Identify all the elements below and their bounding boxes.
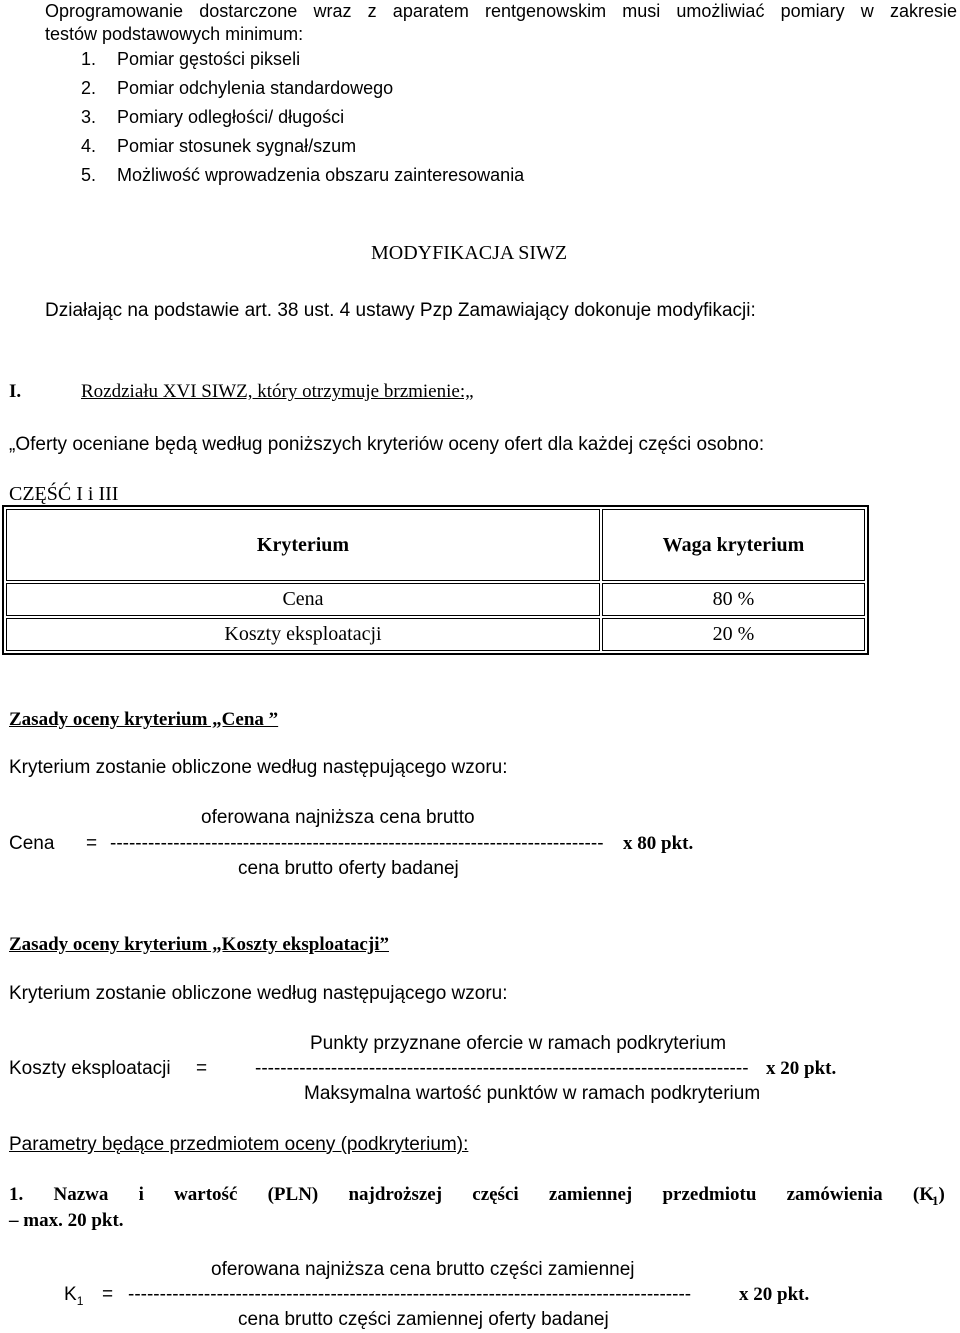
price-formula-denominator: cena brutto oferty badanej xyxy=(238,858,459,879)
criteria-table xyxy=(2,505,869,655)
list-item: Pomiar gęstości pikseli xyxy=(117,49,301,69)
parameters-title: Parametry będące przedmiotem oceny (podkryterium): xyxy=(9,1134,469,1155)
list-item-number: 1. xyxy=(81,49,97,69)
price-formula-equals: = xyxy=(86,833,98,854)
cost-rules-intro: Kryterium zostanie obliczone według następującego wzoru: xyxy=(9,983,508,1004)
table-row xyxy=(6,583,865,616)
price-rules-title: Zasady oceny kryterium „Cena ” xyxy=(9,709,279,730)
list-item: Pomiar stosunek sygnał/szum xyxy=(117,136,357,156)
parameter-item-1-subscript: 1 xyxy=(932,1192,939,1208)
price-formula-numerator: oferowana najniższa cena brutto xyxy=(201,807,475,828)
price-formula-label: Cena xyxy=(9,833,55,854)
price-rules-intro: Kryterium zostanie obliczone według następującego wzoru: xyxy=(9,757,508,778)
cost-formula-numerator: Punkty przyznane ofercie w ramach podkryterium xyxy=(310,1033,727,1054)
section-number: I. xyxy=(9,381,22,402)
intro-line-2: testów podstawowych minimum: xyxy=(45,24,304,44)
list-item-number: 5. xyxy=(81,165,97,185)
modification-heading: MODYFIKACJA SIWZ xyxy=(371,242,568,264)
list-item-number: 2. xyxy=(81,78,97,98)
intro-line-1: Oprogramowanie dostarczone wraz z aparatem rentgenowskim musi umożliwiać pomiary w zakresie xyxy=(45,1,957,21)
list-item: Pomiary odległości/ długości xyxy=(117,107,345,127)
column-header-criterion: Kryterium xyxy=(6,509,600,581)
price-formula-points: x 80 pkt. xyxy=(623,833,694,854)
k1-formula-points: x 20 pkt. xyxy=(739,1284,810,1305)
parameter-item-1-text: 1. Nazwa i wartość (PLN) najdroższej części zamiennej przedmiotu zamówienia (K xyxy=(9,1184,934,1205)
k1-formula-fraction-line: ----------------------------------------------------------------------------------------- xyxy=(128,1285,692,1304)
offers-statement: „Oferty oceniane będą według poniższych kryteriów oceny ofert dla każdej części osobno: xyxy=(9,434,765,455)
cost-formula-fraction-line: ------------------------------------------------------------------------------ xyxy=(255,1059,749,1078)
criterion-cell: Cena xyxy=(6,583,600,616)
cost-formula-equals: = xyxy=(196,1058,208,1079)
parameter-item-1-max: – max. 20 pkt. xyxy=(9,1210,124,1231)
weight-cell: 80 % xyxy=(602,583,865,616)
table-header-row xyxy=(6,509,865,581)
cost-formula-label: Koszty eksploatacji xyxy=(9,1058,171,1079)
k1-formula-equals: = xyxy=(102,1284,114,1305)
k1-formula-label xyxy=(64,1285,83,1307)
price-formula-fraction-line: ------------------------------------------------------------------------------ xyxy=(110,834,604,853)
parameter-item-1-symbol xyxy=(932,1185,945,1207)
k1-formula-numerator: oferowana najniższa cena brutto części zamiennej xyxy=(211,1259,635,1280)
column-header-weight: Waga kryterium xyxy=(602,509,865,581)
basis-statement: Działając na podstawie art. 38 ust. 4 ustawy Pzp Zamawiający dokonuje modyfikacji: xyxy=(45,300,756,321)
criterion-cell: Koszty eksploatacji xyxy=(6,618,600,651)
list-item: Możliwość wprowadzenia obszaru zainteresowania xyxy=(117,165,525,185)
part-heading: CZĘŚĆ I i III xyxy=(9,483,119,505)
k1-label-subscript: 1 xyxy=(76,1293,84,1308)
section-title: Rozdziału XVI SIWZ, który otrzymuje brzmienie:„ xyxy=(81,381,474,402)
list-item-number: 4. xyxy=(81,136,97,156)
table-row xyxy=(6,618,865,651)
parameter-item-1-close: ) xyxy=(938,1184,945,1205)
parameter-item-1 xyxy=(9,1185,944,1204)
cost-formula-points: x 20 pkt. xyxy=(766,1058,837,1079)
cost-formula-denominator: Maksymalna wartość punktów w ramach podkryterium xyxy=(304,1083,761,1104)
cost-rules-title: Zasady oceny kryterium „Koszty eksploatacji” xyxy=(9,934,389,955)
list-item-number: 3. xyxy=(81,107,97,127)
k1-formula-denominator: cena brutto części zamiennej oferty badanej xyxy=(238,1309,609,1330)
list-item: Pomiar odchylenia standardowego xyxy=(117,78,394,98)
k1-label-text: K xyxy=(64,1284,77,1305)
weight-cell: 20 % xyxy=(602,618,865,651)
